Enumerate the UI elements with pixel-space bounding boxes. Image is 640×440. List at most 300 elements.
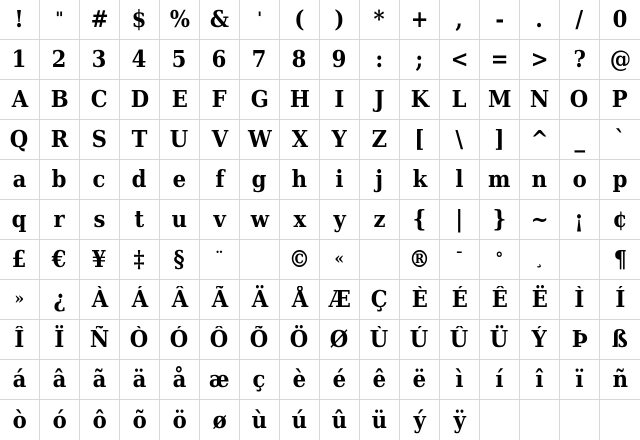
glyph-cell[interactable] bbox=[440, 320, 480, 360]
glyph-cell[interactable] bbox=[360, 360, 400, 400]
glyph-cell[interactable] bbox=[280, 160, 320, 200]
glyph-cell[interactable] bbox=[600, 40, 640, 80]
glyph-character: R bbox=[50, 126, 69, 153]
glyph-character: Ë bbox=[531, 286, 548, 313]
glyph-character: » bbox=[14, 289, 25, 309]
glyph-character: Í bbox=[615, 286, 625, 313]
glyph-cell[interactable] bbox=[520, 200, 560, 240]
glyph-character: & bbox=[209, 6, 230, 33]
glyph-cell[interactable] bbox=[120, 80, 160, 120]
glyph-character: É bbox=[451, 286, 468, 313]
glyph-character: l bbox=[455, 166, 464, 193]
glyph-character: P bbox=[612, 86, 628, 113]
glyph-cell[interactable] bbox=[520, 120, 560, 160]
glyph-character: x bbox=[293, 206, 306, 233]
glyph-character: [ bbox=[414, 126, 425, 153]
glyph-cell[interactable] bbox=[280, 360, 320, 400]
glyph-cell[interactable] bbox=[560, 80, 600, 120]
glyph-cell[interactable] bbox=[480, 0, 520, 40]
glyph-character: ñ bbox=[612, 366, 628, 393]
glyph-character: p bbox=[612, 166, 628, 193]
glyph-cell[interactable] bbox=[560, 0, 600, 40]
glyph-character: Q bbox=[10, 126, 29, 153]
glyph-cell[interactable] bbox=[560, 360, 600, 400]
glyph-cell[interactable] bbox=[320, 320, 360, 360]
glyph-character: © bbox=[288, 246, 311, 273]
glyph-cell[interactable] bbox=[240, 320, 280, 360]
glyph-cell[interactable] bbox=[280, 80, 320, 120]
glyph-cell[interactable] bbox=[400, 400, 440, 440]
glyph-cell[interactable] bbox=[280, 0, 320, 40]
glyph-character: 6 bbox=[212, 46, 227, 73]
glyph-cell[interactable] bbox=[440, 400, 480, 440]
glyph-cell[interactable] bbox=[160, 200, 200, 240]
glyph-character: - bbox=[495, 6, 504, 33]
glyph-cell[interactable] bbox=[520, 80, 560, 120]
glyph-cell[interactable] bbox=[480, 320, 520, 360]
glyph-cell[interactable] bbox=[120, 280, 160, 320]
glyph-cell[interactable] bbox=[240, 40, 280, 80]
glyph-cell[interactable] bbox=[200, 160, 240, 200]
glyph-character: = bbox=[490, 46, 509, 73]
glyph-cell[interactable] bbox=[0, 80, 40, 120]
glyph-cell[interactable] bbox=[480, 360, 520, 400]
glyph-cell[interactable] bbox=[480, 280, 520, 320]
glyph-cell[interactable] bbox=[600, 320, 640, 360]
glyph-cell[interactable] bbox=[440, 40, 480, 80]
glyph-character: } bbox=[492, 206, 507, 233]
glyph-character: £ bbox=[12, 246, 27, 273]
glyph-character: 2 bbox=[52, 46, 67, 73]
glyph-cell[interactable] bbox=[240, 200, 280, 240]
glyph-cell[interactable] bbox=[400, 200, 440, 240]
glyph-cell[interactable] bbox=[520, 240, 560, 280]
glyph-cell[interactable] bbox=[520, 0, 560, 40]
glyph-cell[interactable] bbox=[440, 0, 480, 40]
glyph-cell[interactable] bbox=[520, 280, 560, 320]
glyph-cell[interactable] bbox=[80, 360, 120, 400]
glyph-character: r bbox=[53, 206, 66, 233]
glyph-cell[interactable] bbox=[360, 40, 400, 80]
glyph-character: Ò bbox=[130, 326, 149, 353]
glyph-cell[interactable] bbox=[400, 80, 440, 120]
glyph-character: Æ bbox=[328, 286, 351, 313]
glyph-cell[interactable] bbox=[0, 240, 40, 280]
glyph-character: Þ bbox=[571, 326, 588, 353]
glyph-character: ? bbox=[573, 46, 586, 73]
glyph-cell[interactable] bbox=[480, 80, 520, 120]
glyph-character: Ý bbox=[531, 326, 548, 353]
glyph-cell[interactable] bbox=[80, 80, 120, 120]
glyph-character: Z bbox=[371, 126, 388, 153]
glyph-cell[interactable] bbox=[200, 320, 240, 360]
glyph-cell[interactable] bbox=[520, 320, 560, 360]
glyph-cell[interactable] bbox=[600, 240, 640, 280]
glyph-character: ß bbox=[611, 326, 629, 353]
glyph-cell[interactable] bbox=[280, 240, 320, 280]
glyph-character: G bbox=[250, 86, 269, 113]
glyph-cell[interactable] bbox=[320, 400, 360, 440]
glyph-cell[interactable] bbox=[320, 80, 360, 120]
glyph-character: 4 bbox=[132, 46, 147, 73]
glyph-character: 3 bbox=[92, 46, 107, 73]
glyph-character: q bbox=[12, 206, 27, 233]
glyph-character: v bbox=[213, 206, 226, 233]
glyph-cell[interactable] bbox=[160, 80, 200, 120]
glyph-character: ' bbox=[257, 9, 262, 29]
glyph-cell[interactable] bbox=[320, 280, 360, 320]
glyph-cell[interactable] bbox=[560, 200, 600, 240]
glyph-cell[interactable] bbox=[80, 400, 120, 440]
glyph-cell[interactable] bbox=[480, 160, 520, 200]
glyph-cell[interactable] bbox=[440, 160, 480, 200]
glyph-cell[interactable] bbox=[400, 240, 440, 280]
glyph-cell[interactable] bbox=[40, 400, 80, 440]
glyph-character: T bbox=[131, 126, 148, 153]
glyph-cell[interactable] bbox=[520, 360, 560, 400]
glyph-cell[interactable] bbox=[280, 40, 320, 80]
glyph-cell[interactable] bbox=[0, 120, 40, 160]
glyph-cell[interactable] bbox=[240, 240, 280, 280]
glyph-character: C bbox=[91, 86, 108, 113]
glyph-character: Ñ bbox=[89, 326, 110, 353]
glyph-character: ¥ bbox=[92, 246, 107, 273]
glyph-cell[interactable] bbox=[600, 400, 640, 440]
glyph-character: ö bbox=[172, 406, 187, 434]
glyph-cell[interactable] bbox=[80, 200, 120, 240]
glyph-cell[interactable] bbox=[0, 160, 40, 200]
glyph-character: ¢ bbox=[612, 206, 628, 233]
glyph-cell[interactable] bbox=[600, 280, 640, 320]
glyph-character: ‡ bbox=[133, 246, 146, 273]
glyph-cell[interactable] bbox=[320, 0, 360, 40]
glyph-character: s bbox=[93, 206, 106, 233]
glyph-cell[interactable] bbox=[160, 40, 200, 80]
glyph-cell[interactable] bbox=[560, 280, 600, 320]
glyph-character: a bbox=[12, 166, 27, 193]
glyph-cell[interactable] bbox=[400, 320, 440, 360]
glyph-cell[interactable] bbox=[40, 80, 80, 120]
glyph-cell[interactable] bbox=[80, 280, 120, 320]
glyph-character: / bbox=[575, 6, 584, 33]
glyph-cell[interactable] bbox=[480, 40, 520, 80]
glyph-character: { bbox=[412, 206, 427, 233]
glyph-character: h bbox=[291, 166, 308, 193]
glyph-cell[interactable] bbox=[200, 280, 240, 320]
glyph-cell[interactable] bbox=[120, 320, 160, 360]
glyph-cell[interactable] bbox=[40, 240, 80, 280]
glyph-character: Ú bbox=[410, 326, 429, 353]
glyph-cell[interactable] bbox=[360, 200, 400, 240]
glyph-cell[interactable] bbox=[80, 320, 120, 360]
glyph-cell[interactable] bbox=[400, 280, 440, 320]
glyph-character: Ù bbox=[370, 326, 389, 353]
glyph-cell[interactable] bbox=[240, 360, 280, 400]
glyph-cell[interactable] bbox=[80, 0, 120, 40]
glyph-cell[interactable] bbox=[320, 160, 360, 200]
glyph-cell[interactable] bbox=[40, 160, 80, 200]
glyph-cell[interactable] bbox=[480, 240, 520, 280]
glyph-cell[interactable] bbox=[120, 200, 160, 240]
glyph-character: ÿ bbox=[453, 406, 466, 434]
glyph-cell[interactable] bbox=[240, 0, 280, 40]
glyph-cell[interactable] bbox=[200, 0, 240, 40]
glyph-cell[interactable] bbox=[560, 40, 600, 80]
glyph-character: g bbox=[252, 166, 267, 193]
glyph-cell[interactable] bbox=[520, 400, 560, 440]
glyph-character: z bbox=[373, 206, 386, 233]
glyph-cell[interactable] bbox=[520, 40, 560, 80]
glyph-cell[interactable] bbox=[0, 360, 40, 400]
glyph-character: ! bbox=[14, 6, 25, 33]
glyph-cell[interactable] bbox=[360, 320, 400, 360]
glyph-cell[interactable] bbox=[600, 80, 640, 120]
glyph-character: L bbox=[452, 86, 467, 113]
glyph-character: d bbox=[132, 166, 147, 193]
glyph-character: % bbox=[169, 6, 190, 33]
glyph-character: å bbox=[172, 366, 187, 393]
glyph-character: Û bbox=[450, 326, 469, 353]
glyph-cell[interactable] bbox=[40, 280, 80, 320]
glyph-character: f bbox=[214, 166, 225, 193]
glyph-cell[interactable] bbox=[560, 120, 600, 160]
glyph-character: ò bbox=[12, 406, 27, 434]
glyph-cell[interactable] bbox=[0, 0, 40, 40]
glyph-character: U bbox=[170, 126, 189, 153]
glyph-cell[interactable] bbox=[320, 200, 360, 240]
glyph-cell[interactable] bbox=[400, 0, 440, 40]
glyph-character: ë bbox=[412, 366, 427, 393]
glyph-cell[interactable] bbox=[360, 0, 400, 40]
glyph-character: u bbox=[171, 206, 188, 233]
glyph-cell[interactable] bbox=[200, 240, 240, 280]
glyph-cell[interactable] bbox=[320, 240, 360, 280]
glyph-character: w bbox=[250, 206, 269, 233]
glyph-cell[interactable] bbox=[200, 200, 240, 240]
glyph-character: j bbox=[375, 166, 384, 193]
glyph-cell[interactable] bbox=[360, 80, 400, 120]
glyph-cell[interactable] bbox=[160, 280, 200, 320]
glyph-character: § bbox=[173, 246, 186, 273]
glyph-cell[interactable] bbox=[280, 120, 320, 160]
glyph-character: > bbox=[530, 46, 549, 73]
glyph-character: ü bbox=[371, 406, 388, 434]
glyph-character: ( bbox=[294, 6, 305, 33]
glyph-character: Ì bbox=[574, 286, 585, 313]
glyph-cell[interactable] bbox=[280, 400, 320, 440]
glyph-cell[interactable] bbox=[200, 400, 240, 440]
glyph-character: ¶ bbox=[613, 246, 627, 273]
glyph-character: H bbox=[289, 86, 310, 113]
glyph-cell[interactable] bbox=[360, 120, 400, 160]
glyph-cell[interactable] bbox=[400, 120, 440, 160]
glyph-cell[interactable] bbox=[440, 80, 480, 120]
glyph-character: X bbox=[291, 126, 308, 153]
glyph-cell[interactable] bbox=[40, 0, 80, 40]
glyph-cell[interactable] bbox=[360, 160, 400, 200]
glyph-cell[interactable] bbox=[120, 120, 160, 160]
glyph-cell[interactable] bbox=[560, 320, 600, 360]
glyph-character: ] bbox=[494, 126, 505, 153]
glyph-cell[interactable] bbox=[280, 320, 320, 360]
glyph-cell[interactable] bbox=[360, 240, 400, 280]
glyph-cell[interactable] bbox=[440, 280, 480, 320]
glyph-cell[interactable] bbox=[120, 360, 160, 400]
glyph-cell[interactable] bbox=[0, 40, 40, 80]
glyph-cell[interactable] bbox=[280, 200, 320, 240]
glyph-character: Ç bbox=[371, 286, 388, 313]
glyph-cell[interactable] bbox=[120, 400, 160, 440]
glyph-cell[interactable] bbox=[400, 40, 440, 80]
glyph-character: À bbox=[91, 286, 108, 313]
glyph-character: ç bbox=[253, 366, 266, 393]
glyph-cell[interactable] bbox=[40, 360, 80, 400]
glyph-character: k bbox=[412, 166, 427, 193]
glyph-character: û bbox=[331, 406, 348, 434]
glyph-character: b bbox=[52, 166, 67, 193]
glyph-cell[interactable] bbox=[160, 160, 200, 200]
glyph-cell[interactable] bbox=[560, 400, 600, 440]
glyph-character: ê bbox=[372, 366, 387, 393]
glyph-character: J bbox=[374, 86, 385, 113]
glyph-character: ý bbox=[413, 406, 426, 434]
glyph-cell[interactable] bbox=[40, 320, 80, 360]
glyph-character: õ bbox=[132, 406, 147, 434]
glyph-character: ~ bbox=[530, 206, 549, 233]
glyph-cell[interactable] bbox=[200, 40, 240, 80]
glyph-character: ø bbox=[212, 406, 227, 434]
glyph-character: M bbox=[487, 86, 512, 113]
glyph-character: Õ bbox=[250, 326, 269, 353]
glyph-cell[interactable] bbox=[560, 160, 600, 200]
glyph-character: V bbox=[211, 126, 228, 153]
glyph-cell[interactable] bbox=[160, 400, 200, 440]
glyph-character: m bbox=[488, 166, 511, 193]
glyph-cell[interactable] bbox=[600, 360, 640, 400]
glyph-cell[interactable] bbox=[160, 240, 200, 280]
glyph-cell[interactable] bbox=[240, 120, 280, 160]
glyph-character: ¨ bbox=[215, 249, 224, 269]
glyph-character: 1 bbox=[12, 46, 27, 73]
glyph-character: y bbox=[333, 206, 346, 233]
glyph-cell[interactable] bbox=[0, 320, 40, 360]
glyph-cell[interactable] bbox=[200, 360, 240, 400]
glyph-cell[interactable] bbox=[280, 280, 320, 320]
glyph-character: D bbox=[130, 86, 149, 113]
glyph-character: \ bbox=[455, 126, 464, 153]
glyph-cell[interactable] bbox=[520, 160, 560, 200]
glyph-character: é bbox=[332, 366, 347, 393]
glyph-cell[interactable] bbox=[600, 200, 640, 240]
glyph-character: 7 bbox=[252, 46, 267, 73]
glyph-character: : bbox=[375, 46, 384, 73]
glyph-character: ô bbox=[92, 406, 107, 434]
glyph-cell[interactable] bbox=[400, 360, 440, 400]
glyph-character: * bbox=[373, 6, 386, 33]
glyph-character: F bbox=[211, 86, 228, 113]
glyph-cell[interactable] bbox=[240, 280, 280, 320]
glyph-cell[interactable] bbox=[120, 40, 160, 80]
glyph-character: È bbox=[411, 286, 428, 313]
glyph-character: ù bbox=[251, 406, 268, 434]
glyph-cell[interactable] bbox=[480, 400, 520, 440]
glyph-cell[interactable] bbox=[40, 40, 80, 80]
glyph-cell[interactable] bbox=[560, 240, 600, 280]
glyph-cell[interactable] bbox=[600, 160, 640, 200]
glyph-character: $ bbox=[132, 6, 147, 33]
glyph-cell[interactable] bbox=[120, 160, 160, 200]
glyph-cell[interactable] bbox=[200, 120, 240, 160]
glyph-character: Å bbox=[291, 286, 308, 313]
glyph-cell[interactable] bbox=[400, 160, 440, 200]
glyph-cell[interactable] bbox=[480, 120, 520, 160]
glyph-cell[interactable] bbox=[80, 240, 120, 280]
glyph-character: î bbox=[535, 366, 544, 393]
glyph-character: _ bbox=[574, 126, 585, 153]
glyph-cell[interactable] bbox=[320, 40, 360, 80]
glyph-cell[interactable] bbox=[80, 120, 120, 160]
glyph-cell[interactable] bbox=[440, 240, 480, 280]
glyph-character: . bbox=[535, 6, 544, 33]
glyph-cell[interactable] bbox=[240, 80, 280, 120]
glyph-cell[interactable] bbox=[120, 0, 160, 40]
glyph-cell[interactable] bbox=[80, 160, 120, 200]
glyph-character: á bbox=[12, 366, 27, 393]
glyph-character: « bbox=[334, 249, 345, 269]
glyph-character: , bbox=[455, 6, 464, 33]
glyph-cell[interactable] bbox=[440, 120, 480, 160]
glyph-cell[interactable] bbox=[440, 200, 480, 240]
glyph-character: ã bbox=[92, 366, 107, 393]
glyph-cell[interactable] bbox=[320, 360, 360, 400]
glyph-character: ; bbox=[415, 46, 424, 73]
glyph-cell[interactable] bbox=[480, 200, 520, 240]
glyph-cell[interactable] bbox=[0, 200, 40, 240]
glyph-cell[interactable] bbox=[240, 160, 280, 200]
glyph-character: Â bbox=[171, 286, 188, 313]
glyph-character: è bbox=[292, 366, 307, 393]
glyph-cell[interactable] bbox=[40, 200, 80, 240]
glyph-cell[interactable] bbox=[360, 280, 400, 320]
glyph-cell[interactable] bbox=[600, 0, 640, 40]
glyph-cell[interactable] bbox=[600, 120, 640, 160]
glyph-character: n bbox=[531, 166, 548, 193]
glyph-character: 8 bbox=[292, 46, 307, 73]
glyph-cell[interactable] bbox=[200, 80, 240, 120]
glyph-cell[interactable] bbox=[160, 120, 200, 160]
glyph-character: i bbox=[335, 166, 344, 193]
glyph-cell[interactable] bbox=[320, 120, 360, 160]
glyph-cell[interactable] bbox=[0, 400, 40, 440]
glyph-character: â bbox=[52, 366, 67, 393]
glyph-character: ¡ bbox=[574, 206, 585, 233]
glyph-cell[interactable] bbox=[440, 360, 480, 400]
glyph-cell[interactable] bbox=[160, 320, 200, 360]
glyph-cell[interactable] bbox=[120, 240, 160, 280]
glyph-cell[interactable] bbox=[160, 360, 200, 400]
glyph-cell[interactable] bbox=[0, 280, 40, 320]
glyph-cell[interactable] bbox=[160, 0, 200, 40]
glyph-character: Ô bbox=[210, 326, 229, 353]
glyph-character: Y bbox=[331, 126, 348, 153]
glyph-cell[interactable] bbox=[360, 400, 400, 440]
glyph-cell[interactable] bbox=[40, 120, 80, 160]
glyph-character: ä bbox=[132, 366, 147, 393]
glyph-character: ï bbox=[575, 366, 584, 393]
glyph-cell[interactable] bbox=[80, 40, 120, 80]
glyph-character: Á bbox=[131, 286, 148, 313]
glyph-cell[interactable] bbox=[240, 400, 280, 440]
